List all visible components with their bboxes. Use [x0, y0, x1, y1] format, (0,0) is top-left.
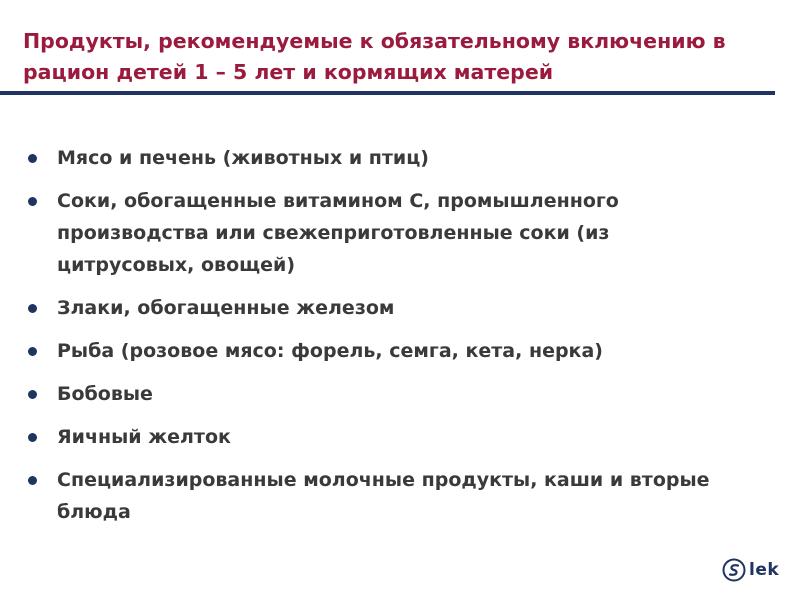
logo-text: lek — [749, 560, 780, 580]
bullet-text: Злаки, обогащенные железом — [57, 297, 395, 319]
bullet-dot-icon — [28, 433, 37, 442]
bullet-text: Специализированные молочные продукты, каши и вторые блюда — [57, 469, 710, 523]
lek-logo-icon — [722, 558, 746, 582]
bullet-dot-icon — [28, 154, 37, 163]
bullet-dot-icon — [28, 197, 37, 206]
title-divider — [0, 91, 775, 95]
bullet-list — [24, 142, 724, 539]
bullet-dot-icon — [28, 390, 37, 399]
list-item — [24, 292, 724, 324]
list-item — [24, 378, 724, 410]
bullet-dot-icon — [28, 347, 37, 356]
company-logo — [722, 557, 779, 583]
bullet-dot-icon — [28, 304, 37, 313]
list-item — [24, 335, 724, 367]
list-item — [24, 185, 724, 281]
bullet-dot-icon — [28, 476, 37, 485]
list-item — [24, 464, 724, 528]
list-item — [24, 142, 724, 174]
bullet-text: Рыба (розовое мясо: форель, семга, кета, нерка) — [57, 340, 603, 362]
bullet-text: Яичный желток — [57, 426, 231, 448]
slide-title: Продукты, рекомендуемые к обязательному включению в рацион детей 1 – 5 лет и кормящих матерей — [23, 29, 726, 84]
bullet-text: Соки, обогащенные витамином С, промышленного производства или свежеприготовленные соки (из цитрусовых, овощей) — [57, 190, 619, 276]
bullet-text: Мясо и печень (животных и птиц) — [57, 147, 429, 169]
list-item — [24, 421, 724, 453]
bullet-text: Бобовые — [57, 383, 153, 405]
